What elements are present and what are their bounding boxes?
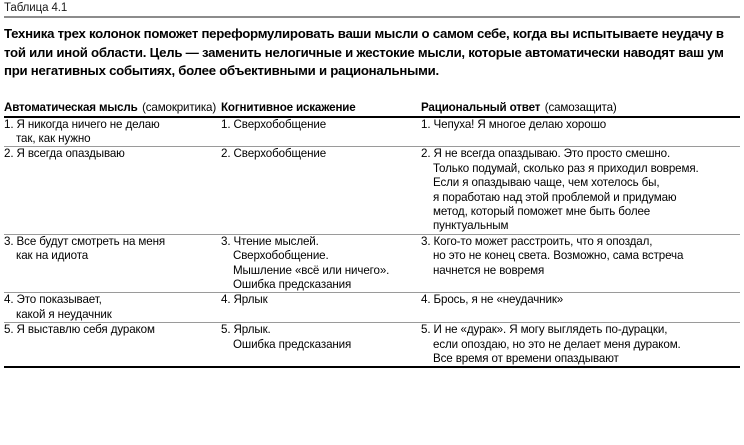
cell-automatic-thought: [4, 293, 221, 322]
cell-rational-response: [421, 293, 740, 322]
cell-cognitive-distortion: [221, 293, 421, 322]
column-header-automatic-thought-title: Автоматическая мысль: [4, 100, 138, 114]
cell-line: Если я опаздываю чаще, чем хотелось бы,: [433, 176, 660, 190]
cell-cognitive-distortion: [221, 147, 421, 234]
cell-line: 1. Сверхобобщение: [221, 117, 327, 131]
cell-line: 1. Чепуха! Я многое делаю хорошо: [421, 117, 607, 131]
cell-line: 3. Чтение мыслей.: [221, 234, 319, 248]
cell-automatic-thought: [4, 147, 221, 234]
cell-line: 4. Это показывает,: [4, 293, 102, 307]
cell-line: 2. Сверхобобщение: [221, 147, 327, 161]
cell-line: 1. Я никогда ничего не делаю: [4, 117, 160, 131]
caption-divider: [4, 16, 740, 18]
header-row: [4, 98, 740, 116]
three-column-technique-table: [4, 98, 740, 369]
cell-line: 2. Я не всегда опаздываю. Это просто смешно.: [421, 147, 671, 161]
table-bottom-rule: [4, 366, 740, 367]
cell-line: 5. И не «дурак». Я могу выглядеть по-дурацки,: [421, 323, 668, 337]
cell-cognitive-distortion: [221, 234, 421, 292]
cell-line: Только подумай, сколько раз я приходил вовремя.: [433, 161, 699, 175]
cell-line: Мышление «всё или ничего».: [233, 263, 390, 277]
table-row: [4, 323, 740, 367]
table-head: [4, 98, 740, 117]
cell-line: Сверхобобщение.: [233, 249, 329, 263]
cell-line: какой я неудачник: [16, 307, 112, 321]
cell-line: 5. Ярлык.: [221, 323, 271, 337]
cell-line: Все время от времени опаздывают: [433, 352, 619, 365]
cell-line: Ошибка предсказания: [233, 277, 352, 291]
table-body: [4, 117, 740, 368]
cell-line: 3. Все будут смотреть на меня: [4, 234, 166, 248]
cell-line: если опоздаю, но это не делает меня дураком.: [433, 337, 681, 351]
cell-line: 3. Кого-то может расстроить, что я опоздал,: [421, 234, 653, 248]
cell-automatic-thought: [4, 323, 221, 367]
cell-line: так, как нужно: [16, 131, 91, 145]
cell-line: как на идиота: [16, 249, 89, 263]
cell-line: начнется не вовремя: [433, 263, 545, 277]
table-row: [4, 234, 740, 292]
cell-line: но это не конец света. Возможно, сама встреча: [433, 249, 684, 263]
column-header-automatic-thought: [4, 98, 221, 116]
cell-rational-response: [421, 147, 740, 234]
column-header-rational-response-subtitle: (самозащита): [544, 100, 617, 114]
cell-line: 4. Брось, я не «неудачник»: [421, 293, 564, 307]
column-header-automatic-thought-subtitle: (самокритика): [142, 100, 217, 114]
cell-line: Ошибка предсказания: [233, 337, 352, 351]
cell-rational-response: [421, 234, 740, 292]
cell-line: 2. Я всегда опаздываю: [4, 147, 125, 161]
cell-line: пунктуальным: [433, 219, 509, 233]
cell-line: 5. Я выставлю себя дураком: [4, 323, 155, 337]
cell-line: я поработаю над этой проблемой и придумаю: [433, 190, 677, 204]
cell-rational-response: [421, 117, 740, 147]
cell-cognitive-distortion: [221, 323, 421, 367]
cell-rational-response: [421, 323, 740, 367]
intro-paragraph: Техника трех колонок поможет переформулировать ваши мысли о самом себе, когда вы испытываете неудачу в той или иной области. Цель — заменить нелогичные и жестокие мысли, которые автоматически наводят ваш ум при негативных событиях, более объективными и рациональными.: [4, 26, 724, 78]
table-row: [4, 117, 740, 147]
column-header-cognitive-distortion-title: Когнитивное искажение: [221, 100, 356, 114]
table-row: [4, 147, 740, 234]
column-header-rational-response: [421, 98, 740, 116]
rule-cell: [4, 366, 740, 367]
column-header-rational-response-title: Рациональный ответ: [421, 100, 541, 114]
cell-automatic-thought: [4, 117, 221, 147]
cell-line: метод, который поможет мне быть более: [433, 204, 651, 218]
cell-line: 4. Ярлык: [221, 293, 268, 307]
cell-automatic-thought: [4, 234, 221, 292]
column-header-cognitive-distortion: [221, 98, 421, 116]
table-row: [4, 293, 740, 322]
table-caption: Таблица 4.1: [4, 2, 68, 14]
cell-cognitive-distortion: [221, 117, 421, 147]
